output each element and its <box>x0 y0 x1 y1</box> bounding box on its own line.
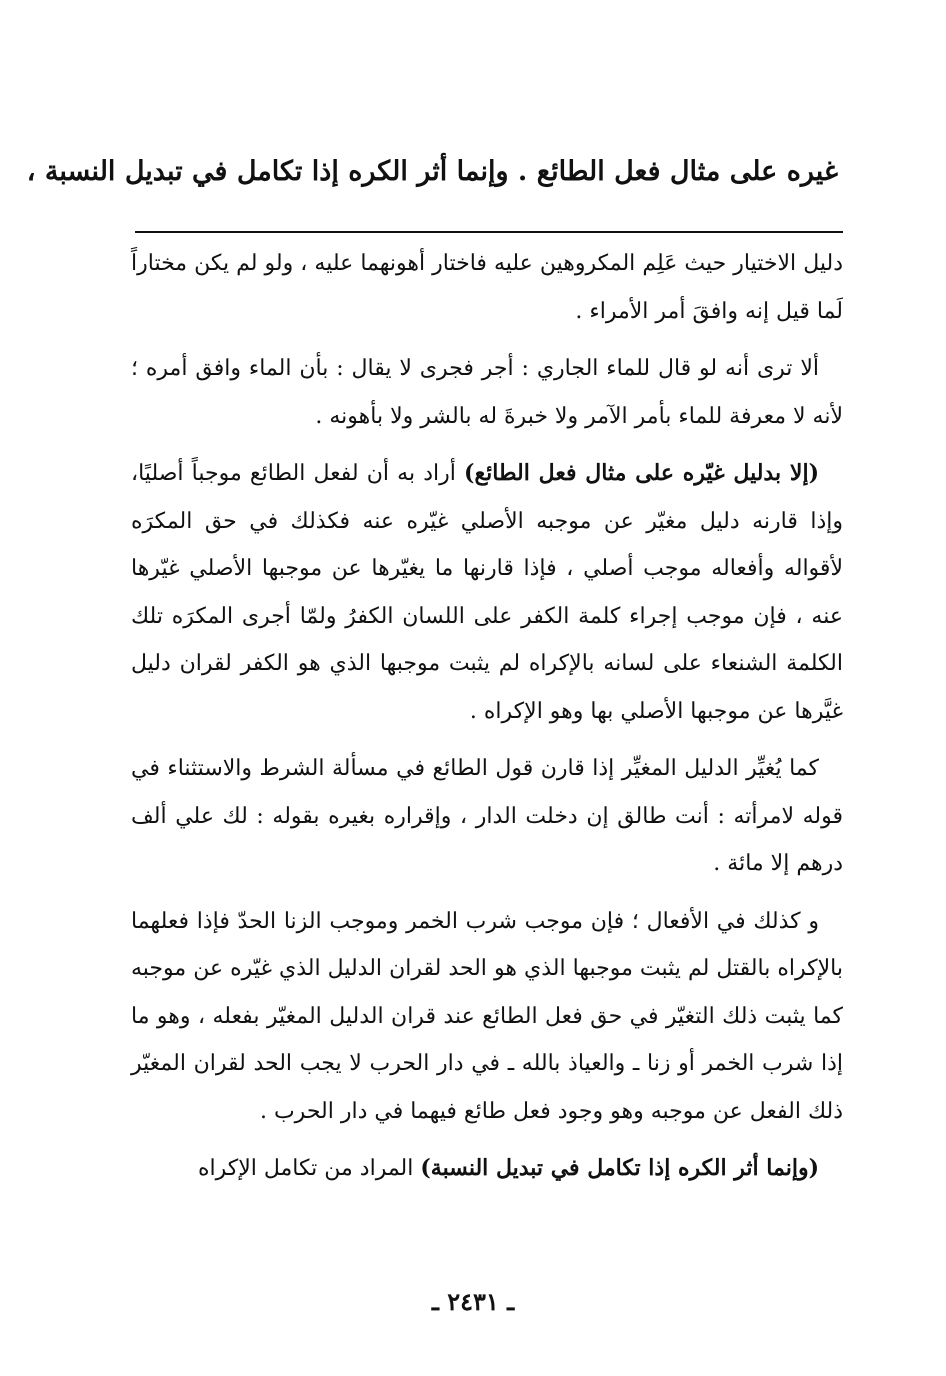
paragraph-6 <box>131 1145 843 1193</box>
page-number: ـ ٢٤٣١ ـ <box>431 1287 515 1316</box>
commentary-body <box>131 240 843 1203</box>
paragraph-3-text: أراد به أن لفعل الطائع موجباً أصليًا، وإذا قارنه دليل مغيّر عن موجبه الأصلي غيّره عنه فكذلك في حق المكرَه لأقواله وأفعاله موجب أصلي ، فإذا قارنها ما يغيّرها عن موجبها الأصلي غيّرها عنه ، فإن موجب إجراء كلمة الكفر على اللسان الكفرُ ولمّا أجرى المكرَه تلك الكلمة الشنعاء على لسانه بالإكراه لم يثبت موجبها الذي هو الكفر لقران دليل غيَّرها عن موجبها الأصلي بها وهو الإكراه . <box>131 461 843 724</box>
header-divider <box>135 231 843 233</box>
paragraph-4: كما يُغيِّر الدليل المغيِّر إذا قارن قول الطائع في مسألة الشرط والاستثناء في قوله لامرأته : أنت طالق إن دخلت الدار ، وإقراره بغيره بقوله : لك علي ألف درهم إلا مائة . <box>131 756 843 876</box>
quoted-matn-2: (وإنما أثر الكره إذا تكامل في تبديل النسبة) <box>420 1155 819 1181</box>
paragraph-1: دليل الاختيار حيث عَلِم المكروهين عليه فاختار أهونهما عليه ، ولو لم يكن مختاراً لَما قيل إنه وافقَ أمر الأمراء . <box>131 251 843 324</box>
paragraph-5: و كذلك في الأفعال ؛ فإن موجب شرب الخمر وموجب الزنا الحدّ فإذا فعلهما بالإكراه بالقتل لم يثبت موجبها الذي هو الحد لقران الدليل الذي غيّره عن موجبه كما يثبت ذلك التغيّر في حق فعل الطائع عند قران الدليل المغيّر بفعله ، وهو ما إذا شرب الخمر أو زنا ـ والعياذ بالله ـ في دار الحرب لا يجب الحد لقران المغيّر ذلك الفعل عن موجبه وهو وجود فعل طائع فيهما في دار الحرب . <box>131 908 843 1124</box>
quoted-matn-1: (إلا بدليل غيّره على مثال فعل الطائع) <box>464 460 819 486</box>
paragraph-6-text: المراد من تكامل الإكراه <box>197 1156 421 1181</box>
paragraph-2: ألا ترى أنه لو قال للماء الجاري : أجر فجرى لا يقال : بأن الماء وافق أمره ؛ لأنه لا معرفة للماء بأمر الآمر ولا خبرةَ له بالشر ولا بأهونه . <box>131 356 843 429</box>
paragraph-3 <box>131 450 843 735</box>
matn-header-text: غيره على مثال فعل الطائع . وإنما أثر الكره إذا تكامل في تبديل النسبة ، <box>26 156 838 187</box>
